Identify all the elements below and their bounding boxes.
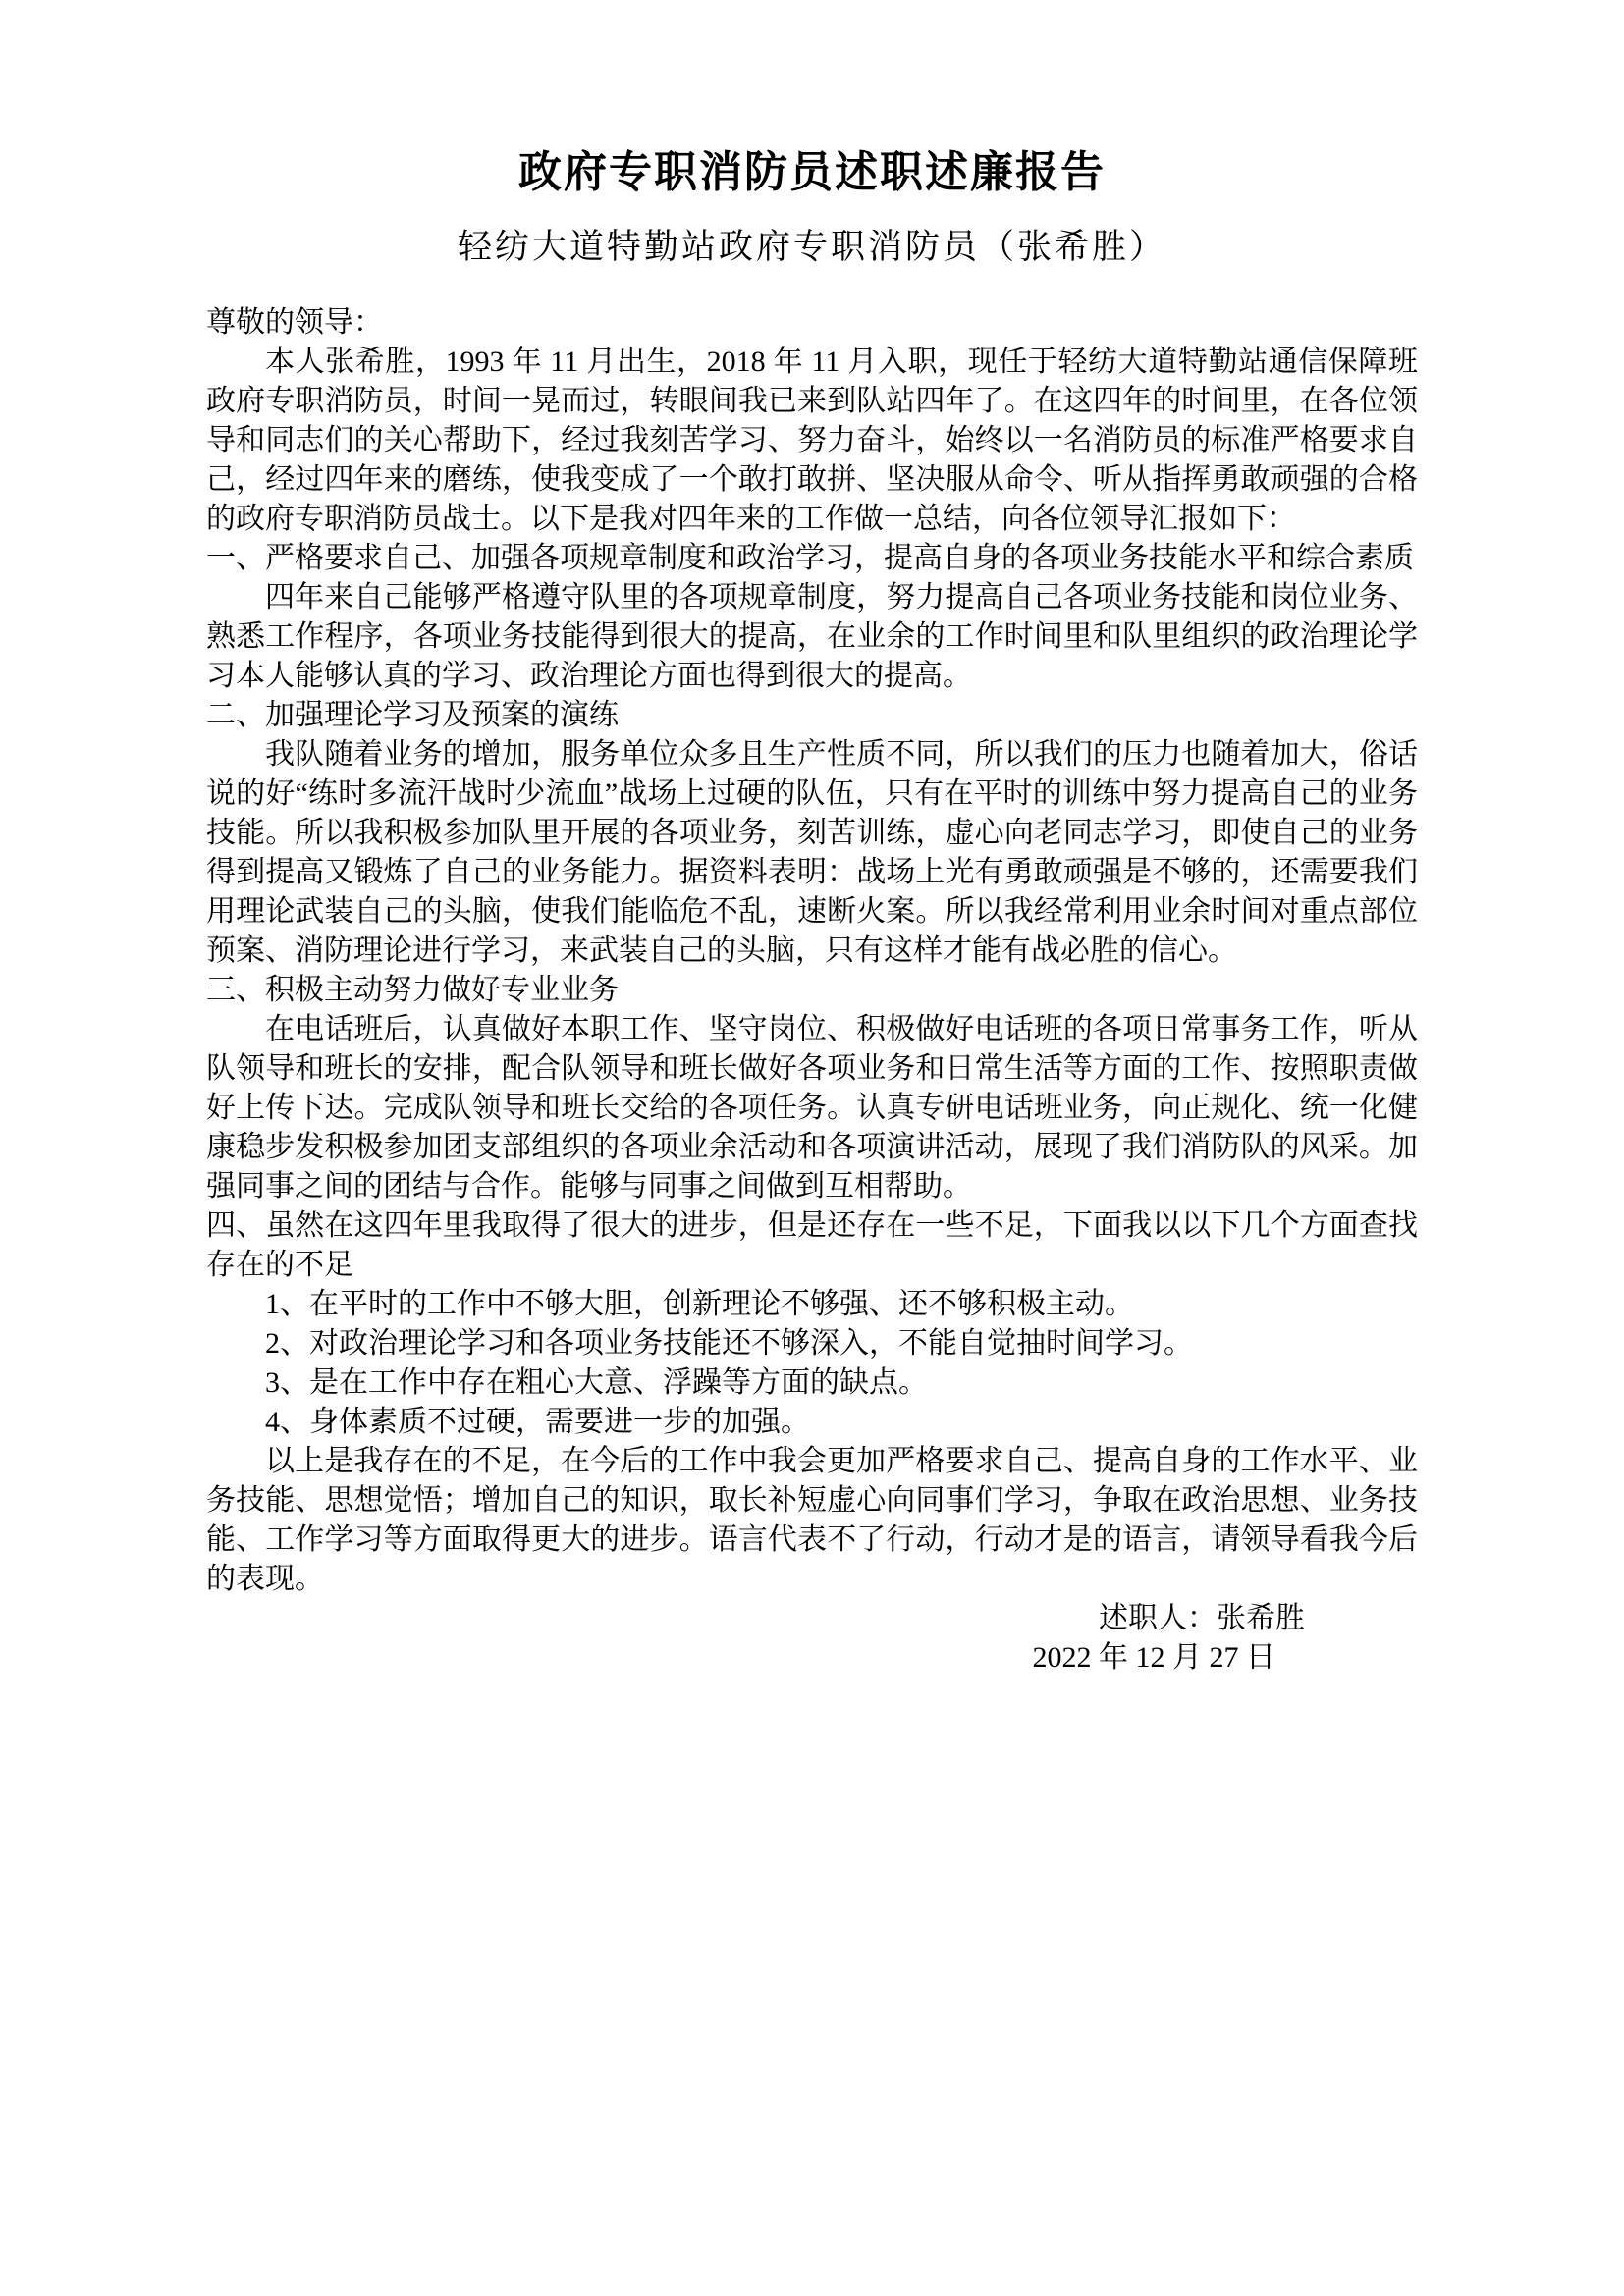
- signature-line: 述职人：张希胜: [1099, 1601, 1305, 1634]
- section-heading: 四、虽然在这四年里我取得了很大的进步，但是还存在一些不足，下面我以以下几个方面查找存在的不足: [206, 1208, 1418, 1281]
- body-paragraph: 在电话班后，认真做好本职工作、坚守岗位、积极做好电话班的各项日常事务工作，听从队领导和班长的安排，配合队领导和班长做好各项业务和日常生活等方面的工作、按照职责做好上传下达。完成队领导和班长交给的各项任务。认真专研电话班业务，向正规化、统一化健康稳步发积极参加团支部组织的各项业余活动和各项演讲活动，展现了我们消防队的风采。加强同事之间的团结与合作。能够与同事之间做到互相帮助。: [206, 1012, 1418, 1202]
- section-heading: 二、加强理论学习及预案的演练: [206, 698, 619, 731]
- list-item: 4、身体素质不过硬，需要进一步的加强。: [265, 1405, 810, 1438]
- document-footer: [206, 1599, 1418, 1678]
- body-paragraph: 我队随着业务的增加，服务单位众多且生产性质不同，所以我们的压力也随着加大，俗话说的好“练时多流汗战时少流血”战场上过硬的队伍，只有在平时的训练中努力提高自己的业务技能。所以我积极参加队里开展的各项业务，刻苦训练，虚心向老同志学习，即使自己的业务得到提高又锻炼了自己的业务能力。据资料表明：战场上光有勇敢顽强是不够的，还需要我们用理论武装自己的头脑，使我们能临危不乱，速断火案。所以我经常利用业余时间对重点部位预案、消防理论进行学习，来武装自己的头脑，只有这样才能有战必胜的信心。: [206, 737, 1418, 967]
- list-item: 1、在平时的工作中不够大胆，创新理论不够强、还不够积极主动。: [265, 1287, 1134, 1320]
- document-body: [206, 303, 1418, 1599]
- body-paragraph: 本人张希胜，1993 年 11 月出生，2018 年 11 月入职，现任于轻纺大道特勤站通信保障班政府专职消防员，时间一晃而过，转眼间我已来到队站四年了。在这四年的时间里，在各位领导和同志们的关心帮助下，经过我刻苦学习、努力奋斗，始终以一名消防员的标准严格要求自己，经过四年来的磨练，使我变成了一个敢打敢拼、坚决服从命令、听从指挥勇敢顽强的合格的政府专职消防员战士。以下是我对四年来的工作做一总结，向各位领导汇报如下：: [206, 345, 1418, 535]
- list-item: 3、是在工作中存在粗心大意、浮躁等方面的缺点。: [265, 1365, 928, 1399]
- section-heading: 三、积极主动努力做好专业业务: [206, 973, 619, 1006]
- section-heading: 一、严格要求自己、加强各项规章制度和政治学习，提高自身的各项业务技能水平和综合素质: [206, 541, 1414, 574]
- salutation-line: 尊敬的领导：: [206, 305, 383, 339]
- body-paragraph: 以上是我存在的不足，在今后的工作中我会更加严格要求自己、提高自身的工作水平、业务技能、思想觉悟；增加自己的知识，取长补短虚心向同事们学习，争取在政治思想、业务技能、工作学习等方面取得更大的进步。语言代表不了行动，行动才是的语言，请领导看我今后的表现。: [206, 1444, 1418, 1595]
- body-paragraph: 四年来自己能够严格遵守队里的各项规章制度，努力提高自己各项业务技能和岗位业务、熟悉工作程序，各项业务技能得到很大的提高，在业余的工作时间里和队里组织的政治理论学习本人能够认真的学习、政治理论方面也得到很大的提高。: [206, 580, 1418, 692]
- document-title: 政府专职消防员述职述廉报告: [518, 148, 1106, 196]
- list-item: 2、对政治理论学习和各项业务技能还不够深入，不能自觉抽时间学习。: [265, 1326, 1193, 1360]
- signature-date: 2022 年 12 月 27 日: [1032, 1640, 1275, 1674]
- document-subtitle: 轻纺大道特勤站政府专职消防员（张希胜）: [457, 227, 1166, 266]
